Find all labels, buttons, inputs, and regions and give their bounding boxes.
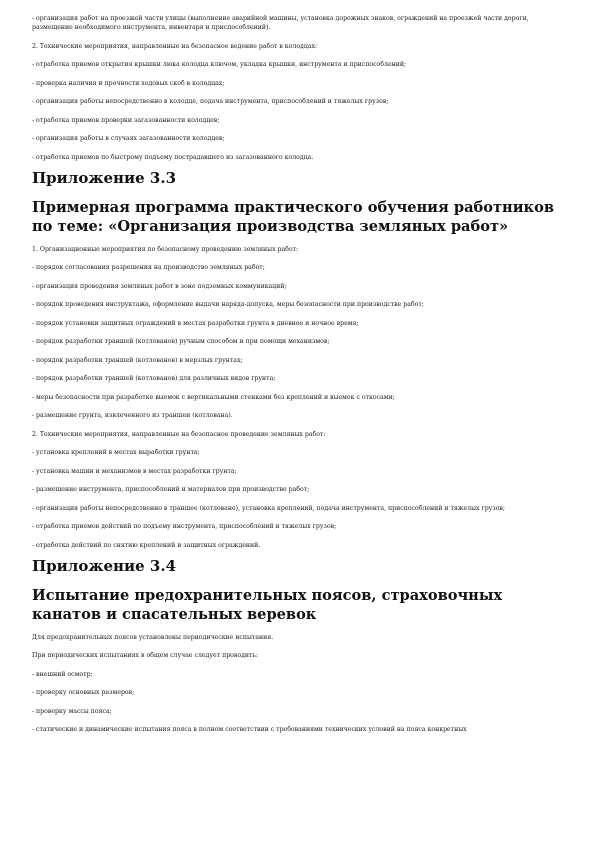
appendix-3-3-list	[32, 245, 559, 550]
paragraph: - организация работы непосредственно в траншее (котловане), установка креплений, подача инструмента, приспособлений и тяжелых грузов;	[32, 504, 505, 512]
paragraph: При периодических испытаниях в общем случае следует проводить:	[32, 652, 258, 659]
paragraph: - порядок согласования разрешения на производство земляных работ;	[32, 264, 265, 271]
paragraph: - порядок проведения инструктажа, оформление выдачи наряда-допуска, меры безопасности при производстве работ;	[32, 301, 424, 308]
paragraph: 1. Организационные мероприятия по безопасному проведению земляных работ:	[32, 245, 299, 253]
paragraph: - отработка приемов проверки загазованности колодцев;	[32, 116, 220, 124]
paragraph: - отработка приемов действий по подъему инструмента, приспособлений и тяжелых грузов;	[32, 523, 337, 530]
paragraph: - размещение инструмента, приспособлений и материалов при производстве работ;	[32, 486, 310, 493]
paragraph: - порядок установки защитных ограждений в местах разработки грунта в дневное и ночное время;	[32, 319, 359, 327]
paragraph: - организация работ на проезжей части улицы (выполнение аварийной машины, установка дорожных знаков, ограждений на проезжей части дороги, размещение необходимого инструмента, инвентаря и приспособлений).	[32, 15, 529, 31]
paragraph: 2. Технические мероприятия, направленные на безопасное проведение земляных работ:	[32, 430, 326, 438]
paragraph: - порядок разработки траншей (котлованов) для различных видов грунта;	[32, 375, 276, 382]
paragraph: - организация работы в случаях загазованности колодцев;	[32, 135, 225, 142]
appendix-3-4-list	[32, 633, 559, 735]
paragraph: - установка машин и механизмов в местах разработки грунта;	[32, 467, 237, 475]
paragraph: - меры безопасности при разработке выемок с вертикальными стенками без креплений и выемок с откосами;	[32, 393, 395, 401]
paragraph: - порядок разработки траншей (котлованов) ручным способом и при помощи механизмов;	[32, 338, 330, 345]
paragraph: - статические и динамические испытания пояса в полном соответствии с требованиями технических условий на пояса конкретных	[32, 726, 467, 733]
paragraph: - проверка наличия и прочности ходовых скоб в колодцах;	[32, 79, 225, 87]
paragraph: - отработка приемов по быстрому подъему пострадавшего из загазованного колодца.	[32, 153, 314, 161]
paragraph: - размещение грунта, извлеченного из траншеи (котлована).	[32, 412, 233, 419]
paragraph: - отработка действий по снятию креплений и защитных ограждений.	[32, 541, 261, 549]
appendix-3-3-title: Примерная программа практического обучения работников по теме: «Организация производства земляных работ»	[32, 198, 554, 235]
appendix-3-3-heading: Приложение 3.3	[32, 168, 177, 187]
paragraph: Для предохранительных поясов установлены периодические испытания.	[32, 633, 274, 641]
section-a-list	[32, 14, 559, 162]
paragraph: - проверку массы пояса;	[32, 707, 112, 715]
paragraph: - внешний осмотр;	[32, 670, 93, 678]
paragraph: - организация работы непосредственно в колодце, подача инструмента, приспособлений и тяжелых грузов;	[32, 98, 389, 105]
appendix-3-4-heading: Приложение 3.4	[32, 556, 177, 575]
paragraph: - установка креплений в местах выработки грунта;	[32, 449, 200, 456]
appendix-3-4-title: Испытание предохранительных поясов, страховочных канатов и спасательных веревок	[32, 586, 503, 623]
paragraph: - порядок разработки траншей (котлованов) в мерзлых грунтах;	[32, 356, 243, 364]
paragraph: - проверку основных размеров;	[32, 689, 135, 696]
paragraph: - отработка приемов открытия крышки люка колодца ключом, укладка крышки, инструмента и приспособлений;	[32, 61, 407, 68]
paragraph: 2. Технические мероприятия, направленные на безопасное ведение работ в колодцах:	[32, 42, 318, 50]
paragraph: - организация проведения земляных работ в зоне подземных коммуникаций;	[32, 282, 287, 290]
